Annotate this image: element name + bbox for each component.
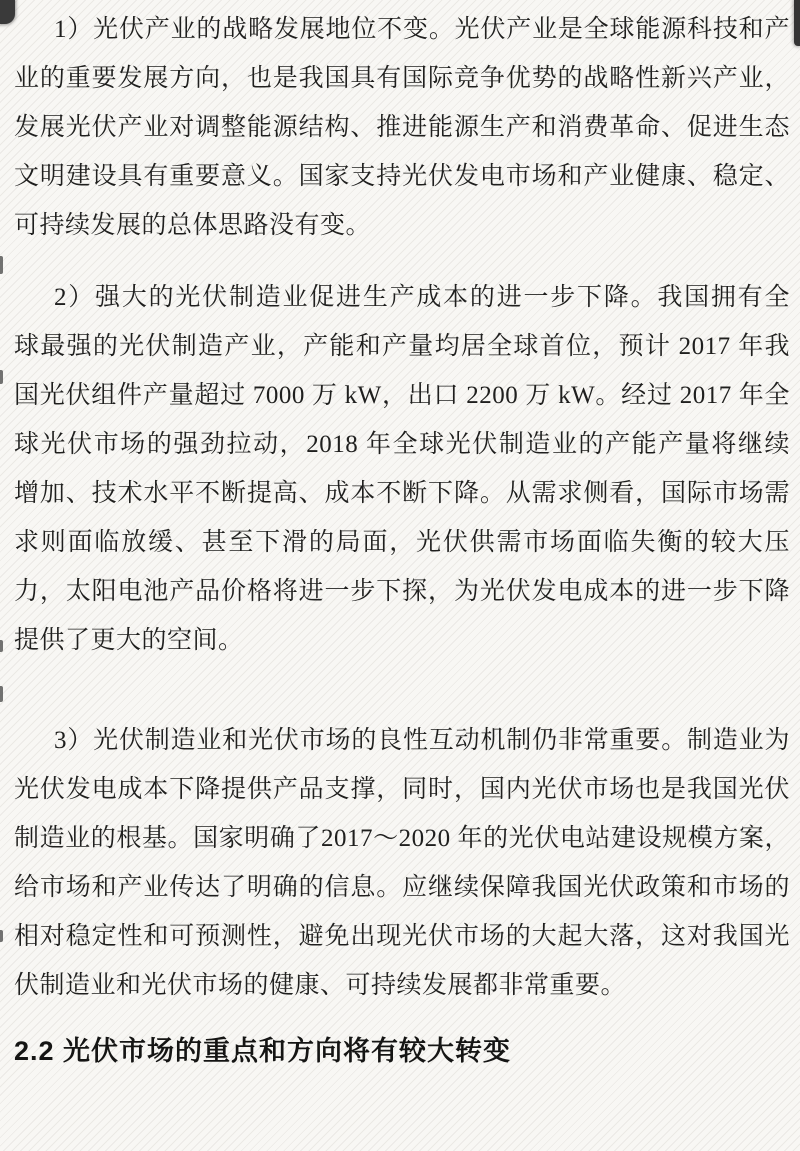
text-line: 求则面临放缓、甚至下滑的局面，光伏供需市场面临失衡的较大压 xyxy=(14,529,790,556)
text-line: 业的重要发展方向，也是我国具有国际竞争优势的战略性新兴产业， xyxy=(14,65,790,92)
text-line: 光伏发电成本下降提供产品支撑，同时，国内光伏市场也是我国光伏 xyxy=(14,776,790,803)
paragraph-2 xyxy=(14,273,790,665)
text-line: 1）光伏产业的战略发展地位不变。光伏产业是全球能源科技和产 xyxy=(54,16,790,43)
text-line: 制造业的根基。国家明确了2017～2020 年的光伏电站建设规模方案， xyxy=(14,825,790,852)
text-line: 可持续发展的总体思路没有变。 xyxy=(14,212,372,239)
text-line: 力，太阳电池产品价格将进一步下探，为光伏发电成本的进一步下降 xyxy=(14,578,790,605)
paragraph-1 xyxy=(14,5,790,250)
paragraph-3 xyxy=(14,716,790,1010)
text-line: 发展光伏产业对调整能源结构、推进能源生产和消费革命、促进生态 xyxy=(14,114,790,141)
text-line: 3）光伏制造业和光伏市场的良性互动机制仍非常重要。制造业为 xyxy=(54,727,790,754)
text-line: 相对稳定性和可预测性，避免出现光伏市场的大起大落，这对我国光 xyxy=(14,923,790,950)
text-line: 给市场和产业传达了明确的信息。应继续保障我国光伏政策和市场的 xyxy=(14,874,790,901)
text-line: 文明建设具有重要意义。国家支持光伏发电市场和产业健康、稳定、 xyxy=(14,163,790,190)
text-line: 伏制造业和光伏市场的健康、可持续发展都非常重要。 xyxy=(14,972,627,999)
text-line: 2）强大的光伏制造业促进生产成本的进一步下降。我国拥有全 xyxy=(54,284,790,311)
text-line: 国光伏组件产量超过 7000 万 kW，出口 2200 万 kW。经过 2017 年全 xyxy=(14,382,790,409)
text-line: 增加、技术水平不断提高、成本不断下降。从需求侧看，国际市场需 xyxy=(14,480,790,507)
text-line: 球最强的光伏制造产业，产能和产量均居全球首位，预计 2017 年我 xyxy=(14,333,790,360)
text-line: 提供了更大的空间。 xyxy=(14,627,244,654)
section-heading: 2.2 光伏市场的重点和方向将有较大转变 xyxy=(14,1036,512,1066)
text-line: 球光伏市场的强劲拉动，2018 年全球光伏制造业的产能产量将继续 xyxy=(14,431,790,458)
